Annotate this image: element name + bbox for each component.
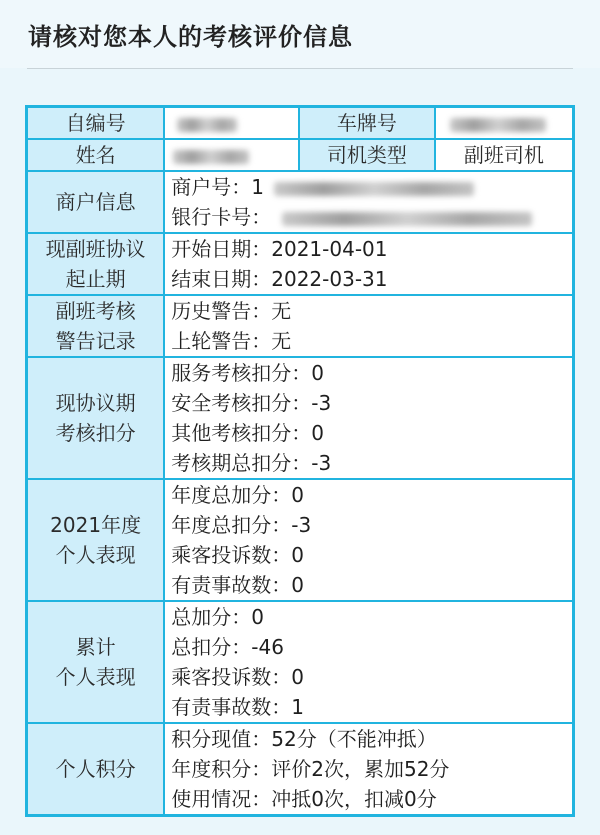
table-row xyxy=(27,601,574,723)
end-date-line: 结束日期：2022-03-31 xyxy=(171,267,388,291)
year-label-line: 2021年度 xyxy=(50,513,142,537)
other-deduction-line: 其他考核扣分：0 xyxy=(171,421,324,445)
driver-type-value: 副班司机 xyxy=(435,139,574,171)
evaluation-table xyxy=(25,105,575,817)
agreement-period-label xyxy=(27,233,165,295)
points-year-line: 年度积分：评价2次，累加52分 xyxy=(171,757,450,781)
self-number-label: 自编号 xyxy=(27,107,165,140)
merchant-info-label: 商户信息 xyxy=(27,171,165,233)
year-bonus-line: 年度总加分：0 xyxy=(171,483,304,507)
table-row xyxy=(27,139,574,171)
year-complaints-line: 乘客投诉数：0 xyxy=(171,543,304,567)
deduction-value xyxy=(164,357,573,479)
total-complaints-line: 乘客投诉数：0 xyxy=(171,665,304,689)
merchant-number-redacted xyxy=(274,182,474,196)
page-header xyxy=(0,0,600,68)
personal-points-value xyxy=(164,723,573,816)
total-deduction-line: 考核期总扣分：-3 xyxy=(171,451,332,475)
start-date-line: 开始日期：2021-04-01 xyxy=(171,237,388,261)
year-2021-label xyxy=(27,479,165,601)
table-row xyxy=(27,233,574,295)
merchant-number-prefix: 商户号：1 xyxy=(171,175,264,199)
safety-deduction-line: 安全考核扣分：-3 xyxy=(171,391,332,415)
plate-number-label: 车牌号 xyxy=(299,107,435,140)
page-title: 请核对您本人的考核评价信息 xyxy=(28,22,353,51)
points-usage-line: 使用情况：冲抵0次，扣减0分 xyxy=(171,787,437,811)
driver-type-label: 司机类型 xyxy=(299,139,435,171)
table-row xyxy=(27,171,574,233)
deduction-label-line: 考核扣分 xyxy=(55,421,136,445)
last-warning-line: 上轮警告：无 xyxy=(171,329,292,353)
table-row xyxy=(27,479,574,601)
warning-record-value xyxy=(164,295,573,357)
total-accidents-line: 有责事故数：1 xyxy=(171,695,304,719)
warning-label-line: 警告记录 xyxy=(55,329,136,353)
agreement-label-line: 起止期 xyxy=(65,267,126,291)
plate-number-value-redacted xyxy=(435,107,574,140)
self-number-value-redacted xyxy=(164,107,299,140)
total-bonus-line: 总加分：0 xyxy=(171,605,264,629)
info-card xyxy=(0,69,600,817)
merchant-info-value xyxy=(164,171,573,233)
service-deduction-line: 服务考核扣分：0 xyxy=(171,361,324,385)
cumulative-label xyxy=(27,601,165,723)
deduction-label-line: 现协议期 xyxy=(55,391,136,415)
table-row xyxy=(27,723,574,816)
year-label-line: 个人表现 xyxy=(55,543,136,567)
agreement-period-value xyxy=(164,233,573,295)
table-row xyxy=(27,107,574,140)
history-warning-line: 历史警告：无 xyxy=(171,299,292,323)
year-accidents-line: 有责事故数：0 xyxy=(171,573,304,597)
table-row xyxy=(27,357,574,479)
year-2021-value xyxy=(164,479,573,601)
bank-card-line xyxy=(171,202,572,232)
cumulative-label-line: 个人表现 xyxy=(55,665,136,689)
bank-card-prefix: 银行卡号： xyxy=(171,205,272,229)
name-label: 姓名 xyxy=(27,139,165,171)
cumulative-label-line: 累计 xyxy=(75,635,116,659)
merchant-number-line xyxy=(171,172,572,202)
warning-label-line: 副班考核 xyxy=(55,299,136,323)
warning-record-label xyxy=(27,295,165,357)
deduction-label xyxy=(27,357,165,479)
points-current-line: 积分现值：52分（不能冲抵） xyxy=(171,727,437,751)
total-deduction-line: 总扣分：-46 xyxy=(171,635,284,659)
name-value-redacted xyxy=(164,139,299,171)
personal-points-label: 个人积分 xyxy=(27,723,165,816)
bank-card-redacted xyxy=(282,212,532,226)
cumulative-value xyxy=(164,601,573,723)
year-deduction-line: 年度总扣分：-3 xyxy=(171,513,312,537)
agreement-label-line: 现副班协议 xyxy=(45,237,146,261)
table-row xyxy=(27,295,574,357)
